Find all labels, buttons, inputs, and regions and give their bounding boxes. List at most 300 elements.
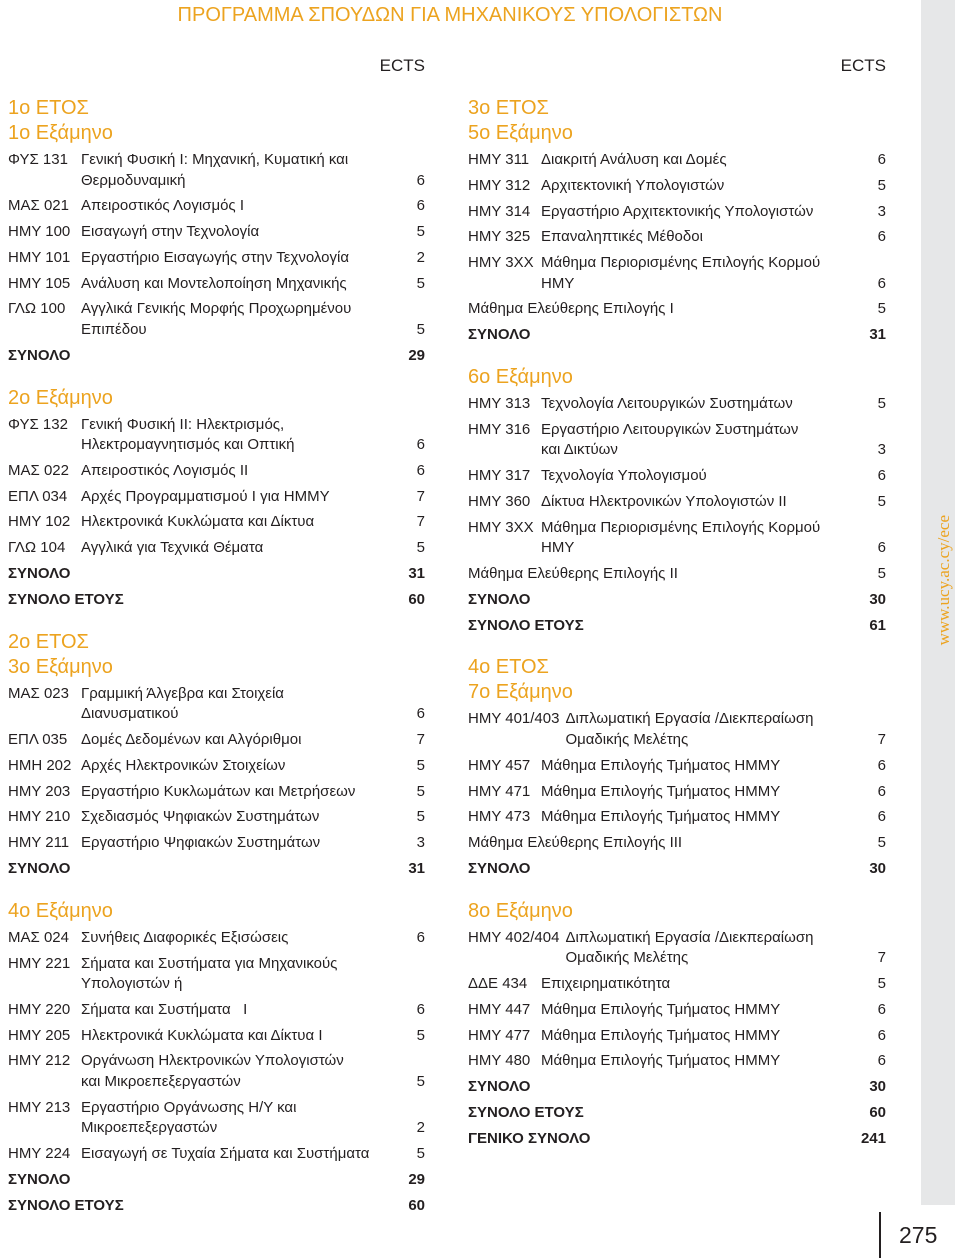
total-value: 60 [408,1196,425,1214]
total-row [8,590,425,616]
course-row [8,1026,425,1052]
course-title-line: Εργαστήριο Λειτουργικών Συστημάτων [541,420,799,438]
course-row [8,538,425,564]
course-title-line: Σχεδιασμός Ψηφιακών Συστημάτων [81,808,320,826]
course-title-line: Εργαστήριο Κυκλωμάτων και Μετρήσεων [81,782,356,800]
course-ects: 6 [877,274,886,292]
course-row [8,150,425,196]
year-heading: 3ο ΕΤΟΣ [468,97,549,119]
total-row [8,859,425,885]
course-row [8,274,425,300]
course-title [81,807,403,828]
page-number-rule [879,1212,881,1258]
course-title-line: Ομαδικής Μελέτης [565,730,689,748]
course-ects: 6 [416,461,425,479]
course-title [541,782,864,803]
course-code: ΗΜΥ 102 [8,513,71,531]
total-label: ΣΥΝΟΛΟ ΕΤΟΥΣ [468,616,584,634]
course-code: ΗΜΥ 312 [468,176,531,194]
total-label: ΣΥΝΟΛΟ [8,565,71,583]
course-ects: 6 [416,1000,425,1018]
course-title-line: Αγγλικά Γενικής Μορφής Προχωρημένου [81,300,352,318]
year-heading: 2ο ΕΤΟΣ [8,630,89,653]
total-row [468,616,886,642]
course-row [468,807,886,833]
course-ects: 6 [416,436,425,454]
course-code: ΦΥΣ 132 [8,415,68,433]
course-code: ΗΜΥ 213 [8,1098,71,1116]
semester-heading: 1ο Εξάμηνο [8,122,113,144]
course-row [468,394,886,420]
course-title [81,196,403,217]
course-row [8,196,425,222]
course-title-line: Επαναληπτικές Μέθοδοι [541,228,703,246]
course-ects: 6 [877,782,886,800]
course-ects: 7 [877,949,886,967]
total-row [468,1103,886,1129]
course-row [468,227,886,253]
semester-section [468,365,886,641]
course-title-line: Εισαγωγή σε Τυχαία Σήματα και Συστήματα [81,1145,370,1163]
course-row [8,833,425,859]
semester-heading: 4ο Εξάμηνο [8,899,113,922]
course-ects: 3 [877,202,886,220]
course-title-line: Επιχειρηματικότητα [541,975,671,993]
course-title [81,512,403,533]
course-code: ΗΜΥ 220 [8,1000,71,1018]
ects-column-header: ECTS [379,56,425,75]
course-ects: 7 [416,513,425,531]
course-row [8,1051,425,1097]
website-url: www.ucy.ac.cy/ece [934,515,953,646]
page-number: 275 [899,1222,938,1248]
course-row [8,684,425,730]
total-value: 60 [408,590,425,608]
semester-section [468,96,886,351]
course-row [8,954,425,1000]
semester-section [8,630,425,885]
course-row [8,1098,425,1144]
course-title [81,833,403,854]
course-ects: 7 [416,487,425,505]
course-ects: 6 [877,756,886,774]
course-title [81,1000,403,1021]
course-ects: 5 [877,300,886,318]
course-row [8,756,425,782]
course-title [541,202,864,223]
course-title-line: Αρχές Ηλεκτρονικών Στοιχείων [81,756,286,774]
course-row [468,202,886,228]
course-title [81,782,403,803]
course-title-line: Απειροστικός Λογισμός I [81,197,244,215]
course-code: ΗΜΥ 101 [8,248,71,266]
course-title-line: Διακριτή Ανάλυση και Δομές [541,151,727,168]
course-title-line: Σήματα και Συστήματα I [81,1000,248,1018]
semester-heading: 3ο Εξάμηνο [8,655,113,678]
total-row [468,590,886,616]
course-title-line: ΗΜΥ [541,274,575,292]
course-title-line: Σήματα και Συστήματα για Μηχανικούς [81,954,338,972]
course-title-line: Εργαστήριο Οργάνωσης Η/Υ και [81,1098,297,1116]
course-title-line: Ηλεκτρονικά Κυκλώματα και Δίκτυα I [81,1026,323,1044]
course-title-line: Γενική Φυσική I: Μηχανική, Κυματική και [81,151,349,168]
course-title [468,564,864,585]
course-title-line: Απειροστικός Λογισμός II [81,461,249,479]
course-code: ΗΜΥ 311 [468,151,530,168]
course-ects: 5 [416,1026,425,1044]
course-ects: 5 [416,756,425,774]
course-title [541,394,864,415]
course-title [541,807,864,828]
course-title-line: Δίκτυα Ηλεκτρονικών Υπολογιστών II [541,492,787,510]
course-title-line: Εργαστήριο Ψηφιακών Συστημάτων [81,834,321,852]
total-row [8,346,425,372]
total-value: 31 [408,565,425,583]
course-row [468,518,886,564]
right-column [468,54,886,1155]
semester-heading: 6ο Εξάμηνο [468,366,573,389]
year-heading: 4ο ΕΤΟΣ [468,656,549,679]
course-code: ΜΑΣ 023 [8,684,69,702]
course-title-line: Εργαστήριο Εισαγωγής στην Τεχνολογία [81,248,350,266]
course-ects: 6 [416,705,425,723]
course-row [468,833,886,859]
course-row [8,1144,425,1170]
course-title-line: Ηλεκτρομαγνητισμός και Οπτική [81,436,295,454]
course-code: ΗΜΗ 202 [8,756,72,774]
course-row [8,222,425,248]
course-code: ΗΜΥ 360 [468,492,531,510]
total-row [468,1129,886,1155]
semester-heading: 5ο Εξάμηνο [468,122,573,144]
course-title [541,756,864,777]
course-row [468,756,886,782]
course-row [468,928,886,974]
course-title [541,1051,864,1072]
course-title [81,248,403,269]
course-row [468,466,886,492]
course-ects: 5 [416,223,425,241]
total-row [8,1170,425,1196]
course-title-line: Μάθημα Περιορισμένης Επιλογής Κορμού [541,254,821,272]
course-title [81,150,403,191]
course-ects: 6 [877,1052,886,1070]
course-title [541,420,864,461]
course-title-line: ΗΜΥ [541,539,575,557]
course-ects: 6 [877,808,886,826]
total-label: ΣΥΝΟΛΟ [8,859,71,877]
course-title [81,1051,403,1092]
course-title-line: Τεχνολογία Υπολογισμού [541,467,707,485]
course-row [8,782,425,808]
course-code: ΓΛΩ 100 [8,300,66,318]
total-value: 60 [869,1104,886,1122]
course-code: ΜΑΣ 024 [8,928,69,946]
course-title-line: και Δικτύων [541,441,618,459]
course-title [81,274,403,295]
course-code: ΜΑΣ 022 [8,461,69,479]
total-label: ΣΥΝΟΛΟ [468,326,531,344]
course-code: ΕΠΛ 035 [8,730,68,748]
course-title-line: Υπολογιστών ή [81,975,183,993]
course-title [81,538,403,559]
course-code: ΦΥΣ 131 [8,151,68,168]
course-row [468,299,886,325]
course-title [81,487,403,508]
course-title-line: Ηλεκτρονικά Κυκλώματα και Δίκτυα [81,513,315,531]
semester-section [468,899,886,1155]
course-code: ΗΜΥ 457 [468,756,531,774]
course-code: ΗΜΥ 402/404 [468,928,560,946]
course-title-line: Μάθημα Επιλογής Τμήματος ΗΜΜΥ [541,1052,781,1070]
course-title [81,1144,403,1165]
course-row [8,928,425,954]
total-row [8,564,425,590]
course-title [81,222,403,243]
total-value: 31 [408,859,425,877]
year-heading: 1ο ΕΤΟΣ [8,97,89,119]
course-title-line: Επιπέδου [81,320,147,338]
course-row [468,1000,886,1026]
course-title [81,415,403,456]
course-code: ΗΜΥ 211 [8,834,70,852]
course-ects: 3 [416,834,425,852]
course-ects: 6 [877,467,886,485]
course-code: ΗΜΥ 224 [8,1145,71,1163]
semester-heading: 2ο Εξάμηνο [8,386,113,409]
course-ects: 6 [877,228,886,246]
total-row [468,325,886,351]
semester-section [8,96,425,372]
course-code: ΗΜΥ 317 [468,467,531,485]
course-code: ΗΜΥ 477 [468,1026,531,1044]
left-column [8,54,425,1221]
course-title-line: Οργάνωση Ηλεκτρονικών Υπολογιστών [81,1052,344,1070]
course-ects: 5 [877,565,886,583]
course-ects: 5 [416,320,425,338]
course-ects: 7 [416,730,425,748]
course-ects: 5 [416,274,425,292]
course-title-line: Μάθημα Ελεύθερης Επιλογής III [468,834,683,852]
course-title [81,461,403,482]
course-title-line: Μάθημα Επιλογής Τμήματος ΗΜΜΥ [541,1000,781,1018]
course-title [81,684,403,725]
course-row [8,487,425,513]
course-ects: 6 [877,539,886,557]
course-row [468,782,886,808]
course-ects: 7 [877,730,886,748]
course-title [541,466,864,487]
course-code: ΗΜΥ 205 [8,1026,71,1044]
total-label: ΣΥΝΟΛΟ [8,1170,71,1188]
course-code: ΗΜΥ 210 [8,808,71,826]
course-title [541,1000,864,1021]
total-label: ΓΕΝΙΚΟ ΣΥΝΟΛΟ [468,1129,591,1147]
total-label: ΣΥΝΟΛΟ [468,590,531,608]
total-value: 30 [869,859,886,877]
course-title-line: Δομές Δεδομένων και Αλγόριθμοι [81,730,302,748]
total-label: ΣΥΝΟΛΟ [468,859,531,877]
course-code: ΗΜΥ 447 [468,1000,531,1018]
total-value: 31 [869,326,886,344]
course-ects: 5 [877,492,886,510]
course-ects: 5 [877,834,886,852]
course-ects: 3 [877,441,886,459]
course-row [8,299,425,345]
course-title [81,954,425,995]
course-ects: 5 [877,975,886,993]
course-title [541,176,864,197]
course-title-line: Αγγλικά για Τεχνικά Θέματα [81,539,264,557]
semester-section [468,655,886,884]
course-ects: 2 [416,248,425,266]
course-code: ΗΜΥ 473 [468,808,531,826]
course-row [468,1051,886,1077]
course-title [468,833,864,854]
course-row [8,461,425,487]
course-code: ΗΜΥ 203 [8,782,71,800]
course-title [81,756,403,777]
course-code: ΗΜΥ 325 [468,228,531,246]
course-title-line: Γενική Φυσική II: Ηλεκτρισμός, [81,415,285,433]
total-row [8,1196,425,1222]
course-title-line: Αρχιτεκτονική Υπολογιστών [541,176,725,194]
course-title-line: Τεχνολογία Λειτουργικών Συστημάτων [541,395,793,413]
course-title [541,492,864,513]
course-title [565,928,864,969]
course-title [81,730,403,751]
course-title [541,253,864,294]
course-title-line: Συνήθεις Διαφορικές Εξισώσεις [81,928,289,946]
course-code: ΗΜΥ 221 [8,954,71,972]
course-ects: 5 [877,176,886,194]
course-ects: 6 [416,197,425,215]
course-title [81,928,403,949]
course-ects: 6 [416,171,425,189]
course-code: ΗΜΥ 105 [8,274,71,292]
total-label: ΣΥΝΟΛΟ ΕΤΟΥΣ [8,1196,124,1214]
total-label: ΣΥΝΟΛΟ [468,1078,531,1096]
course-title [81,299,403,340]
course-row [468,492,886,518]
course-title [468,299,864,320]
course-title-line: Αρχές Προγραμματισμού I για ΗΜΜΥ [81,487,330,505]
course-code: ΗΜΥ 401/403 [468,710,560,728]
course-title [541,150,864,171]
total-value: 241 [860,1129,886,1147]
course-code: ΗΜΥ 212 [8,1052,71,1070]
course-title [81,1026,403,1047]
course-title [81,1098,403,1139]
course-title-line: Μάθημα Επιλογής Τμήματος ΗΜΜΥ [541,1026,781,1044]
course-title-line: Μάθημα Επιλογής Τμήματος ΗΜΜΥ [541,808,781,826]
course-title-line: Μικροεπεξεργαστών [81,1119,218,1137]
course-row [8,807,425,833]
total-row [468,1077,886,1103]
course-title-line: Μάθημα Περιορισμένης Επιλογής Κορμού [541,518,821,536]
course-code: ΗΜΥ 3XX [468,518,534,536]
course-title-line: και Μικροεπεξεργαστών [81,1072,241,1090]
course-code: ΗΜΥ 471 [468,782,531,800]
course-code: ΔΔΕ 434 [468,975,528,993]
course-row [468,974,886,1000]
course-title-line: Μάθημα Ελεύθερης Επιλογής II [468,565,678,583]
course-code: ΗΜΥ 100 [8,223,71,241]
course-title [541,974,864,995]
course-ects: 5 [416,808,425,826]
course-title-line: Διπλωματική Εργασία /Διεκπεραίωση [565,928,814,946]
course-ects: 6 [877,151,886,168]
course-ects: 5 [877,395,886,413]
course-title-line: Μάθημα Επιλογής Τμήματος ΗΜΜΥ [541,756,781,774]
course-ects: 6 [877,1026,886,1044]
total-value: 30 [869,590,886,608]
course-row [8,1000,425,1026]
total-label: ΣΥΝΟΛΟ ΕΤΟΥΣ [8,590,124,608]
course-code: ΗΜΥ 316 [468,420,531,438]
total-value: 61 [869,616,886,634]
course-ects: 5 [416,539,425,557]
course-row [8,512,425,538]
course-code: ΗΜΥ 313 [468,395,531,413]
course-ects: 5 [416,782,425,800]
course-row [468,709,886,755]
course-ects: 5 [416,1145,425,1163]
course-title-line: Εργαστήριο Αρχιτεκτονικής Υπολογιστών [541,202,814,220]
course-code: ΗΜΥ 3XX [468,254,534,272]
total-row [468,859,886,885]
course-row [8,730,425,756]
page-title: ΠΡΟΓΡΑΜΜΑ ΣΠΟΥΔΩΝ ΓΙΑ ΜΗΧΑΝΙΚΟΥΣ ΥΠΟΛΟΓΙΣΤΩΝ [177,4,723,26]
course-title [541,227,864,248]
semester-heading: 7ο Εξάμηνο [468,681,573,704]
course-title-line: Μάθημα Ελεύθερης Επιλογής I [468,300,674,318]
course-code: ΜΑΣ 021 [8,197,69,215]
course-code: ΕΠΛ 034 [8,487,68,505]
course-row [8,248,425,274]
course-title-line: Διανυσματικού [81,705,179,723]
course-title-line: Μάθημα Επιλογής Τμήματος ΗΜΜΥ [541,782,781,800]
total-label: ΣΥΝΟΛΟ [8,346,71,364]
course-title-line: Ανάλυση και Μοντελοποίηση Μηχανικής [81,274,347,292]
course-title-line: Θερμοδυναμική [81,171,186,189]
course-row [468,253,886,299]
course-code: ΗΜΥ 480 [468,1052,531,1070]
course-title [541,1026,864,1047]
course-code: ΓΛΩ 104 [8,539,66,557]
course-ects: 2 [416,1119,425,1137]
course-title-line: Γραμμική Άλγεβρα και Στοιχεία [81,684,284,702]
semester-section [8,899,425,1222]
course-row [8,415,425,461]
course-row [468,1026,886,1052]
course-code: ΗΜΥ 314 [468,202,531,220]
ects-column-header: ECTS [840,56,886,75]
course-title-line: Εισαγωγή στην Τεχνολογία [81,223,260,241]
course-ects: 6 [416,928,425,946]
course-title [565,709,864,750]
course-title-line: Διπλωματική Εργασία /Διεκπεραίωση [565,710,814,728]
course-row [468,150,886,176]
course-row [468,564,886,590]
total-value: 29 [408,1170,425,1188]
total-label: ΣΥΝΟΛΟ ΕΤΟΥΣ [468,1104,584,1122]
total-value: 29 [408,346,425,364]
total-value: 30 [869,1078,886,1096]
semester-section [8,386,425,616]
course-row [468,420,886,466]
course-title [541,518,864,559]
